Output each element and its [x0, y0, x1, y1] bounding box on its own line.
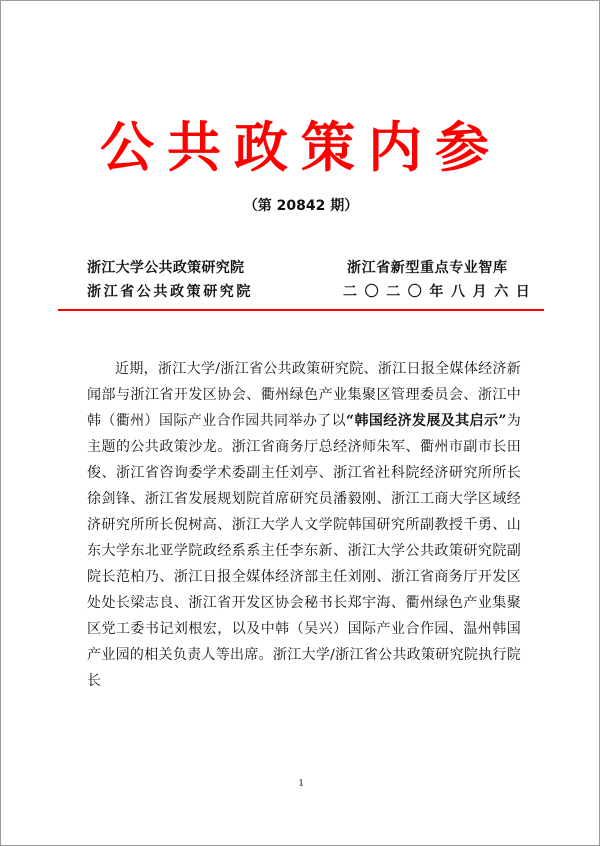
red-divider	[58, 309, 544, 311]
body-paragraph	[87, 356, 521, 694]
masthead-date: 二〇二〇年八月六日	[343, 284, 538, 300]
document-title: 公共政策内参	[100, 115, 502, 179]
page-number: 1	[298, 777, 304, 789]
body-emphasis: “韩国经济发展及其启示”	[346, 413, 507, 429]
issue-number: （第 20842 期）	[243, 198, 359, 214]
masthead-org-line2: 浙江省公共政策研究院	[87, 284, 253, 300]
body-text-1: 近期，浙江大学/浙江省公共政策研究院、浙江日报全媒体经济新闻部与浙江省开发区协会、衢州绿色产业集聚区管理委员会、浙江中韩（衢州）国际产业合作园共同举办了以	[87, 361, 521, 429]
body-text-2: 为主题的公共政策沙龙。浙江省商务厅总经济师朱军、衢州市副市长田俊、浙江省咨询委学术委副主任刘亭、浙江省社科院经济研究所所长徐剑锋、浙江省发展规划院首席研究员潘毅刚、浙江工商大学区域经济研究所所长倪树高、浙江大学人文学院韩国研究所副教授千勇、山东大学东北亚学院政经系系主任李东新、浙江大学公共政策研究院副院长范柏乃、浙江日报全媒体经济部主任刘刚、浙江省商务厅开发区处处长梁志良、浙江省开发区协会秘书长郑宇海、衢州绿色产业集聚区党工委书记刘根宏，以及中韩（吴兴）国际产业合作园、温州韩国产业园的相关负责人等出席。浙江大学/浙江省公共政策研究院执行院长	[87, 413, 521, 689]
masthead-org-line1: 浙江大学公共政策研究院	[87, 260, 245, 276]
masthead-think-tank: 浙江省新型重点专业智库	[347, 260, 508, 276]
